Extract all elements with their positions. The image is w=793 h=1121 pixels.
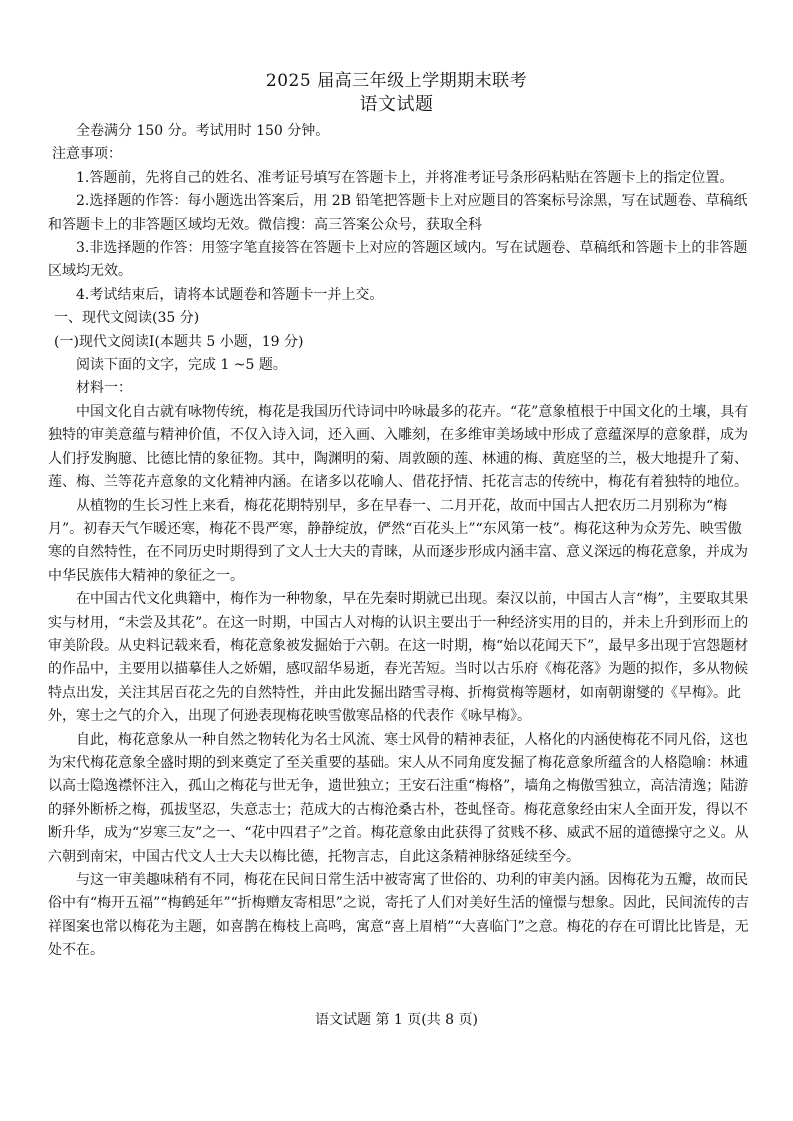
passage-paragraph: 从植物的生长习性上来看，梅花花期特别早，多在早春一、二月开花，故而中国古人把农历二月别称为“梅月”。初春天气乍暖还寒，梅花不畏严寒，静静绽放，俨然“百花头上”“东风第一枝”。梅花这种为众芳先、映雪傲寒的自然特性，在不同历史时期得到了文人士大夫的青睐，从而逐步形成内涵丰富、意义深远的梅花意象，并成为中华民族伟大精神的象征之一。	[48, 497, 748, 584]
exam-title: 2025 届高三年级上学期期末联考	[265, 71, 528, 91]
passage-paragraph: 中国文化自古就有咏物传统，梅花是我国历代诗词中吟咏最多的花卉。“花”意象植根于中国文化的土壤，具有独特的审美意蕴与精神价值，不仅入诗入词，还入画、入雕刻，在多维审美场域中形成了意蕴深厚的意象群，成为人们抒发胸臆、比德比情的象征物。其中，陶渊明的菊、周敦颐的莲、林逋的梅、黄庭坚的兰，极大地提升了菊、莲、梅、兰等花卉意象的文化精神内涵。在诸多以花喻人、借花抒情、托花言志的传统中，梅花有着独特的地位。	[48, 403, 749, 491]
note-item-2: 2.选择题的作答：每小题选出答案后，用 2B 铅笔把答题卡上对应题目的答案标号涂黑，写在试题卷、草稿纸和答题卡上的非答题区域均无效。微信搜：高三答案公众号，获取全科	[48, 193, 748, 233]
notes-heading: 注意事项：	[52, 146, 122, 163]
reading-instruction: 阅读下面的文字，完成 1 ~5 题。	[76, 357, 287, 374]
sub-section-heading: (一)现代文阅读Ⅰ(本题共 5 小题，19 分)	[54, 333, 304, 350]
passage-paragraph: 在中国古代文化典籍中，梅作为一种物象，早在先秦时期就已出现。秦汉以前，中国古人言“梅”，主要取其果实与材用，“未尝及其花”。在这一时期，中国古人对梅的认识主要出于一种经济实用的目的，并未上升到形而上的审美阶段。从史料记载来看，梅花意象被发掘始于六朝。在这一时期，梅“始以花闻天下”，最早多出现于宫怨题材的作品中，主要用以描摹佳人之娇媚，感叹韶华易逝，春光苦短。当时以古乐府《梅花落》为题的拟作，多从物候特点出发，关注其居百花之先的自然特性，并由此发掘出踏雪寻梅、折梅赏梅等题材，如南朝谢燮的《早梅》。此外，寒士之气的介入，出现了何逊表现梅花映雪傲寒品格的代表作《咏早梅》。	[48, 591, 749, 725]
page-footer: 语文试题 第 1 页(共 8 页)	[315, 1012, 478, 1028]
note-item-1: 1.答题前，先将自己的姓名、准考证号填写在答题卡上，并将准考证号条形码粘贴在答题卡上的指定位置。	[76, 169, 734, 186]
exam-info: 全卷满分 150 分。考试用时 150 分钟。	[76, 123, 330, 139]
passage-paragraph: 与这一审美趣味稍有不同，梅花在民间日常生活中被寄寓了世俗的、功利的审美内涵。因梅花为五瓣，故而民俗中有“梅开五福”“梅鹤延年”“折梅赠友寄相思”之说，寄托了人们对美好生活的憧憬与想象。因此，民间流传的吉祥图案也常以梅花为主题，如喜鹊在梅枝上高鸣，寓意“喜上眉梢”“大喜临门”之意。梅花的存在可谓比比皆是，无处不在。	[48, 872, 749, 959]
material-label: 材料一：	[76, 380, 132, 397]
note-item-3: 3.非选择题的作答：用签字笔直接答在答题卡上对应的答题区域内。写在试题卷、草稿纸和答题卡上的非答题区域均无效。	[48, 240, 748, 280]
passage-paragraph: 自此，梅花意象从一种自然之物转化为名士风流、寒士风骨的精神表征，人格化的内涵使梅花不同凡俗，这也为宋代梅花意象全盛时期的到来奠定了至关重要的基础。宋人从不同角度发掘了梅花意象所蕴含的人格隐喻：林逋以高士隐逸襟怀注入，孤山之梅花与世无争，遗世独立；王安石注重“梅格”，墙角之梅傲雪独立，高洁清逸；陆游的驿外断桥之梅，孤拔坚忍，失意志士；范成大的古梅沧桑古朴，苍虬怪奇。梅花意象经由宋人全面开发，得以不断升华，成为“岁寒三友”之一、“花中四君子”之首。梅花意象由此获得了贫贱不移、威武不屈的道德操守之义。从六朝到南宋，中国古代文人士大夫以梅比德，托物言志，自此这条精神脉络延续至今。	[48, 731, 749, 865]
note-item-4: 4.考试结束后，请将本试题卷和答题卡一并上交。	[76, 286, 384, 303]
section-heading: 一、现代文阅读(35 分)	[54, 310, 200, 327]
subject-title: 语文试题	[359, 94, 434, 115]
instructions-block	[48, 120, 753, 963]
